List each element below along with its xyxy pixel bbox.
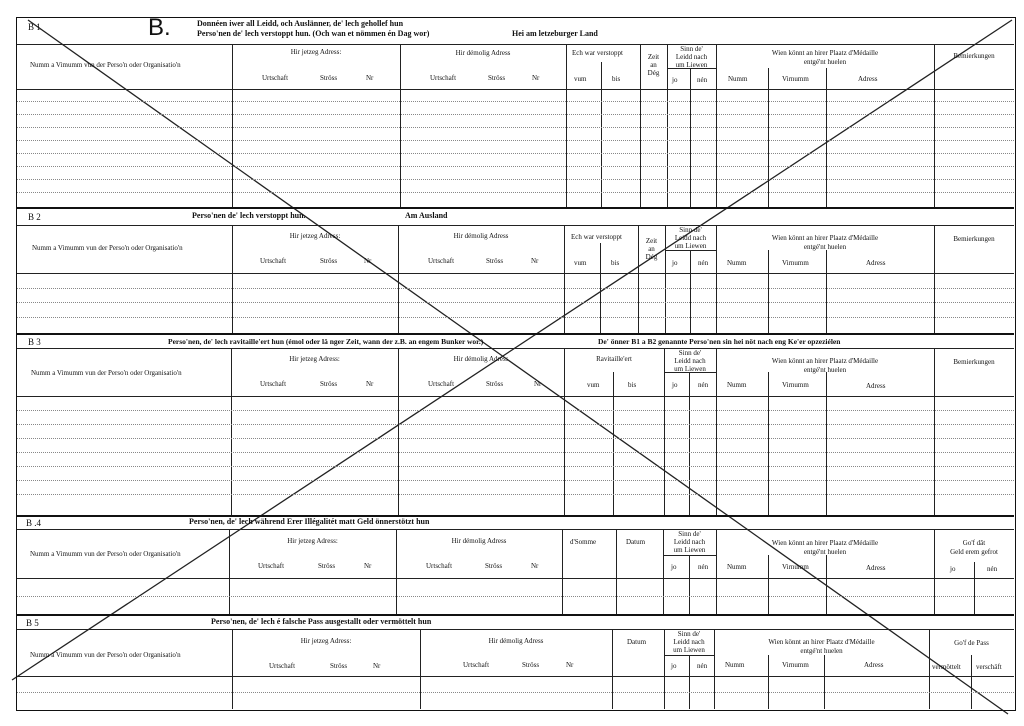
b3-alive-1: Sinn de' <box>678 349 702 357</box>
b3-adress: Adress <box>866 382 886 390</box>
b2-alive-2: Leidd nach <box>674 234 707 242</box>
b2-adress: Adress <box>866 259 886 267</box>
b4-sum: d'Somme <box>570 538 597 546</box>
b5-alive-3: um Liewen <box>673 646 705 654</box>
b4-medal-1: Wien könnt an hirer Plaatz d'Médaille <box>771 539 879 547</box>
b4-date: Datum <box>626 538 646 546</box>
b5-nr-2: Nr <box>566 661 574 669</box>
b1-yes: jo <box>672 76 678 84</box>
b5-name-header: Numm a Vimumm vun der Perso'n oder Organisatio'n <box>30 651 181 659</box>
section-b2-label: B 2 <box>28 212 41 222</box>
b2-nr-1: Nr <box>364 257 372 265</box>
b3-virnumm: Virnumm <box>782 381 809 389</box>
b4-town-1: Urtschaft <box>258 562 285 570</box>
b1-alive-3: um Liewen <box>675 61 708 69</box>
b3-current-address: Hir jetzeg Adress: <box>289 355 340 363</box>
b4-street-2: Ströss <box>485 562 503 570</box>
b2-remarks: Bemierkungen <box>953 235 995 243</box>
b4-nr-1: Nr <box>364 562 372 570</box>
b1-alive-1: Sinn de' <box>680 45 703 53</box>
b4-town-2: Urtschaft <box>426 562 453 570</box>
b4-alive-2: Leidd nach <box>673 538 706 546</box>
b1-street-1: Ströss <box>320 74 338 82</box>
b1-numm: Numm <box>728 75 748 83</box>
b1-from: vum <box>574 75 587 83</box>
b3-nr-1: Nr <box>366 380 374 388</box>
b5-virnumm: Virnumm <box>782 661 809 669</box>
b3-to: bis <box>628 381 637 389</box>
b3-medal-2: entgé'nt huelen <box>803 366 847 374</box>
b2-current-address: Hir jetzeg Adress: <box>289 232 341 240</box>
b1-title-1: Donnéen iwer all Leidd, och Auslänner, de' lech gehollef hun <box>197 19 404 28</box>
b3-street-1: Ströss <box>320 380 338 388</box>
b4-numm: Numm <box>727 563 747 571</box>
b1-alive-2: Leidd nach <box>675 53 708 61</box>
b3-alive-3: um Liewen <box>674 365 706 373</box>
b5-adress: Adress <box>864 661 884 669</box>
b5-alive-1: Sinn de' <box>677 630 701 638</box>
b4-street-1: Ströss <box>318 562 336 570</box>
b1-street-2: Ströss <box>488 74 506 82</box>
b1-nr-2: Nr <box>532 74 540 82</box>
b2-time-2: an <box>648 245 655 253</box>
b5-pass: Go'f de Pass <box>954 639 989 647</box>
b3-town-1: Urtschaft <box>260 380 287 388</box>
b2-medal-1: Wien könnt an hirer Plaatz d'Médaille <box>771 234 879 242</box>
b5-town-2: Urtschaft <box>463 661 490 669</box>
b2-hidden: Ech war verstoppt <box>571 233 622 241</box>
b1-town-2: Urtschaft <box>430 74 457 82</box>
b2-numm: Numm <box>727 259 747 267</box>
b2-from: vum <box>574 259 587 267</box>
b1-medal-2: entgé'nt huelen <box>803 58 847 66</box>
b4-adress: Adress <box>866 564 886 572</box>
b3-title-1: Perso'nen, de' lech ravitaille'ert hun (émol oder lä nger Zeit, wann der z.B. an engem Bunker wor.) <box>168 337 484 346</box>
b2-to: bis <box>611 259 620 267</box>
b5-title: Perso'nen, de' lech é falsche Pass ausgestallt oder vermöttelt hun <box>211 617 432 626</box>
b1-time-2: an <box>650 61 657 69</box>
b5-old-address: Hir démolig Adress <box>488 637 544 645</box>
b2-title-2: Am Ausland <box>405 211 448 220</box>
form-letter: B. <box>148 14 171 41</box>
b1-time-1: Zeit <box>647 53 660 61</box>
b2-town-1: Urtschaft <box>260 257 287 265</box>
b1-virnumm: Virnumm <box>782 75 809 83</box>
b4-yes-2: jo <box>950 565 956 573</box>
b4-title: Perso'nen, de' lech während Erer Illégalitét matt Geld önnerstötzt hun <box>189 517 430 526</box>
b1-adress: Adress <box>858 75 878 83</box>
b4-name-header: Numm a Vimumm vun der Perso'n oder Organisatio'n <box>30 550 181 558</box>
b3-yes: jo <box>672 381 678 389</box>
b2-name-header: Numm a Vimumm vun der Perso'n oder Organisatio'n <box>32 244 183 252</box>
b4-yes: jo <box>671 563 677 571</box>
b1-no: nén <box>697 76 708 84</box>
b2-town-2: Urtschaft <box>428 257 455 265</box>
b4-money-given-2: Geld erem gefrot <box>950 548 998 556</box>
b4-alive-1: Sinn de' <box>678 530 701 538</box>
b5-medal-1: Wien könnt an hirer Plaatz d'Médaille <box>768 638 875 646</box>
b2-alive-1: Sinn de' <box>679 226 702 234</box>
section-b3-label: B 3 <box>28 337 41 347</box>
b3-name-header: Numm a Vimumm vun der Perso'n oder Organisatio'n <box>31 369 182 377</box>
b5-date: Datum <box>627 638 647 646</box>
b3-from: vum <box>587 381 600 389</box>
b2-yes: jo <box>672 259 678 267</box>
b2-nr-2: Nr <box>531 257 539 265</box>
b2-old-address: Hir démolig Adress <box>453 232 509 240</box>
b1-current-address: Hir jetzeg Adress: <box>290 48 342 56</box>
b5-alive-2: Leidd nach <box>673 638 705 646</box>
b1-town-1: Urtschaft <box>262 74 289 82</box>
b5-numm: Numm <box>725 661 745 669</box>
b3-town-2: Urtschaft <box>428 380 455 388</box>
b5-no: nén <box>697 662 708 670</box>
b3-supplied: Ravitaille'ert <box>596 355 632 363</box>
b1-remarks: Bemierkungen <box>953 52 995 60</box>
b1-name-header: Numm a Vimumm vun der Perso'n oder Organisatio'n <box>30 61 181 69</box>
b4-medal-2: entgé'nt huelen <box>803 548 847 556</box>
b4-no: nén <box>698 563 709 571</box>
b2-street-1: Ströss <box>320 257 338 265</box>
b2-alive-3: um Liewen <box>674 242 707 250</box>
b2-street-2: Ströss <box>486 257 504 265</box>
b5-street-1: Ströss <box>330 662 348 670</box>
section-b1-label: B 1 <box>28 22 41 32</box>
b1-title-3: Hei am letzeburger Land <box>512 29 598 38</box>
b3-medal-1: Wien könnt an hirer Plaatz d'Médaille <box>771 357 879 365</box>
b1-medal-1: Wien könnt an hirer Plaatz d'Médaille <box>771 49 879 57</box>
b2-virnumm: Virnumm <box>782 259 809 267</box>
b2-time-1: Zeit <box>645 237 658 245</box>
b2-medal-2: entgé'nt huelen <box>803 243 847 251</box>
b1-old-address: Hir démolig Adress <box>455 49 511 57</box>
b4-alive-3: um Liewen <box>673 546 706 554</box>
b1-time-3: Dég <box>647 69 660 77</box>
b3-old-address: Hir démolig Adress <box>453 355 509 363</box>
b2-no: nén <box>698 259 709 267</box>
section-b5-label: B 5 <box>26 618 39 628</box>
b3-remarks: Bemierkungen <box>953 358 995 366</box>
b5-nr-1: Nr <box>373 662 381 670</box>
section-b4-label: B .4 <box>26 518 42 528</box>
b5-pass-issued: vermöttelt <box>932 663 961 671</box>
b4-no-2: nén <box>987 565 998 573</box>
b4-old-address: Hir démolig Adress <box>451 537 507 545</box>
b3-numm: Numm <box>727 381 747 389</box>
b5-pass-made: verschäft <box>976 663 1002 671</box>
b4-virnumm: Virnumm <box>782 563 809 571</box>
b3-no: nén <box>698 381 709 389</box>
b3-street-2: Ströss <box>486 380 504 388</box>
b5-current-address: Hir jetzeg Adress: <box>300 637 352 645</box>
b2-time-3: Dég <box>645 253 658 261</box>
b5-street-2: Ströss <box>522 661 540 669</box>
b4-money-given-1: Go'f dât <box>962 539 986 547</box>
b4-current-address: Hir jetzeg Adress: <box>287 537 338 545</box>
b1-nr-1: Nr <box>366 74 374 82</box>
b3-alive-2: Leidd nach <box>674 357 706 365</box>
b1-title-2: Perso'nen de' lech verstoppt hun. (Och wan et nömmen én Dag wor) <box>197 29 430 38</box>
b5-yes: jo <box>671 662 677 670</box>
b3-title-2: De' önner B1 a B2 genannte Perso'nen sin hei nöt nach eng Ke'er opzeziélen <box>598 337 841 346</box>
b5-town-1: Urtschaft <box>269 662 296 670</box>
b5-medal-2: entgé'nt huelen <box>800 647 843 655</box>
b1-hidden: Ech war verstoppt <box>572 49 623 57</box>
b1-to: bis <box>612 75 621 83</box>
b3-nr-2: Nr <box>534 380 542 388</box>
b4-nr-2: Nr <box>531 562 539 570</box>
b2-title-1: Perso'nen de' lech verstoppt hun. <box>192 211 306 220</box>
